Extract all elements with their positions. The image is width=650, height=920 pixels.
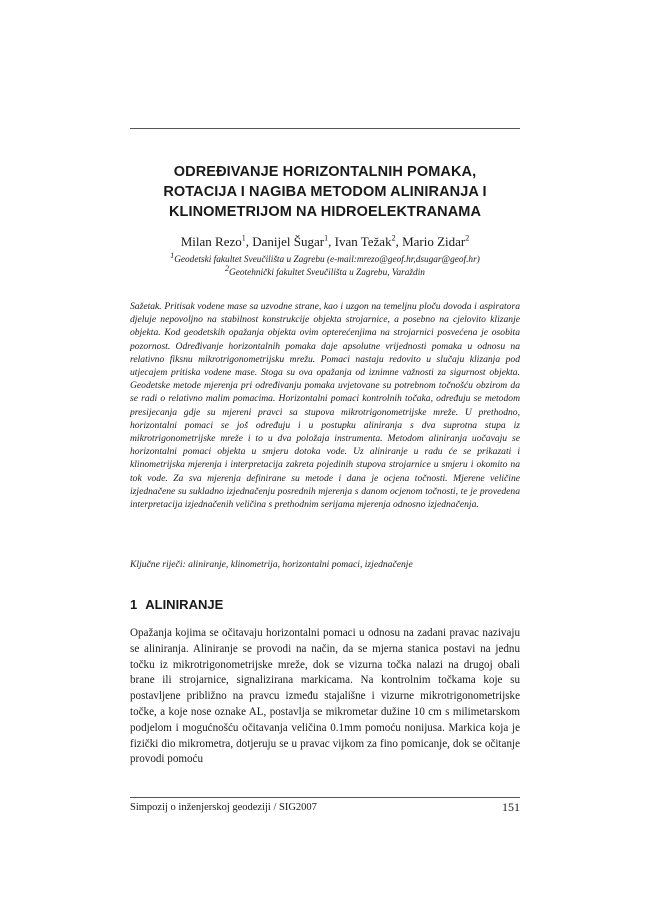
footer-conference: Simpozij o inženjerskoj geodeziji / SIG2007	[130, 802, 317, 813]
title-line-2: ROTACIJA I NAGIBA METODOM ALINIRANJA I	[163, 184, 487, 200]
page-number: 151	[502, 800, 520, 814]
author: Danijel Šugar$^1$,	[252, 234, 335, 250]
title-line-1: ODREĐIVANJE HORIZONTALNIH POMAKA,	[173, 164, 477, 180]
author: Ivan Težak$^2$,	[334, 234, 403, 250]
footer-rule	[130, 797, 520, 798]
affiliation-1: $^1$Geodetski fakultet Sveučilišta u Zagrebu (e-mail:mrezo@geof.hr,dsugar@geof.hr)	[170, 251, 480, 266]
author: Milan Rezo$^1$,	[180, 234, 253, 250]
section-title: ALINIRANJE	[145, 597, 224, 612]
affiliation-2: $^2$Geotehnički fakultet Sveučilišta u Zagrebu, Varaždin	[225, 264, 425, 279]
section-number: 1	[130, 597, 138, 612]
top-rule	[130, 128, 520, 129]
author-list	[130, 234, 520, 250]
keywords: Ključne riječi: aliniranje, klinometrija, horizontalni pomaci, izjednačenje	[130, 559, 413, 570]
section-heading	[130, 597, 223, 612]
abstract: Sažetak. Pritisak vodene mase sa uzvodne strane, kao i uzgon na temeljnu ploču dovoda i aspiratora djeluje nepovoljno na stabilnost konstrukcije objekta strojarnice, a posebno na cjelovito klizanje objekta. Kod geodetskih opažanja objekta ovim opterećenjima na strojarnici posvećena je osobita pozornost. Određivanje horizontalnih pomaka daje apsolutne vrijednosti pomaka u odnosu na relativno fiksnu mikrotrigonometrijsku mrežu. Pomaci nastaju redovito u slučaju klizanja pod utjecajem pritiska vodene mase. Stoga su ova opažanja od iznimne važnosti za sigurnost objekta. Geodetske metode mjerenja pri određivanju pomaka uvjetovane su potrebnom točnošću obzirom da se radi o relativno malim pomacima. Horizontalni pomaci kontrolnih točaka, određuju se metodom presijecanja gdje su mjereni pravci sa stupova mikrotrigonometrijske mreže. U prethodno, horizontalni pomaci se još određuju i u postupku aliniranja s dva suprotna stupa iz mikrotrigonometrijske mreže i to u dva položaja instrumenta. Metodom aliniranja uočavaju se horizontalni pomaci objekta u smjeru dotoka vode. Uz aliniranje u radu će se prikazati i klinometrijska mjerenja i interpretacija zakreta pojedinih stupova strojarnice u smjeru i okomito na tok vode. Za sva mjerenja definirane su metode i dana je ocjena točnosti. Mjerene veličine izjednačene su sukladno izjednačenju posrednih mjerenja s danom ocjenom točnosti, te je provedena interpretacija izjednačenih veličina s prethodnim serijama mjerenja odnosno izjednačenja.	[130, 301, 520, 511]
author: Mario Zidar$^2$	[402, 234, 470, 250]
paper-title	[130, 162, 520, 222]
title-line-3: KLINOMETRIJOM NA HIDROELEKTRANAMA	[168, 204, 482, 220]
body-paragraph: Opažanja kojima se očitavaju horizontalni pomaci u odnosu na zadani pravac nazivaju se aliniranja. Aliniranje se provodi na način, da se mjerna stanica postavi na jednu točku iz mikrotrigonometrijske mreže, dok se vizurna točka nalazi na drugoj obali brane ili strojarnice, signalizirana markicama. Na kontrolnim točkama koje su postavljene približno na pravcu između stajališne i vizurne mikrotrigonometrijske točke, a koje nose oznake AL, postavlja se mikrometar dužine 10 cm s milimetarskom podjelom i mogućnošću očitavanja veličina 0.1mm pomoću nonijusa. Markica koja je fizički dio mikrometra, dotjeruju se u pravac vijkom za fino pomicanje, dok se očitanje provodi pomoću	[130, 627, 520, 766]
